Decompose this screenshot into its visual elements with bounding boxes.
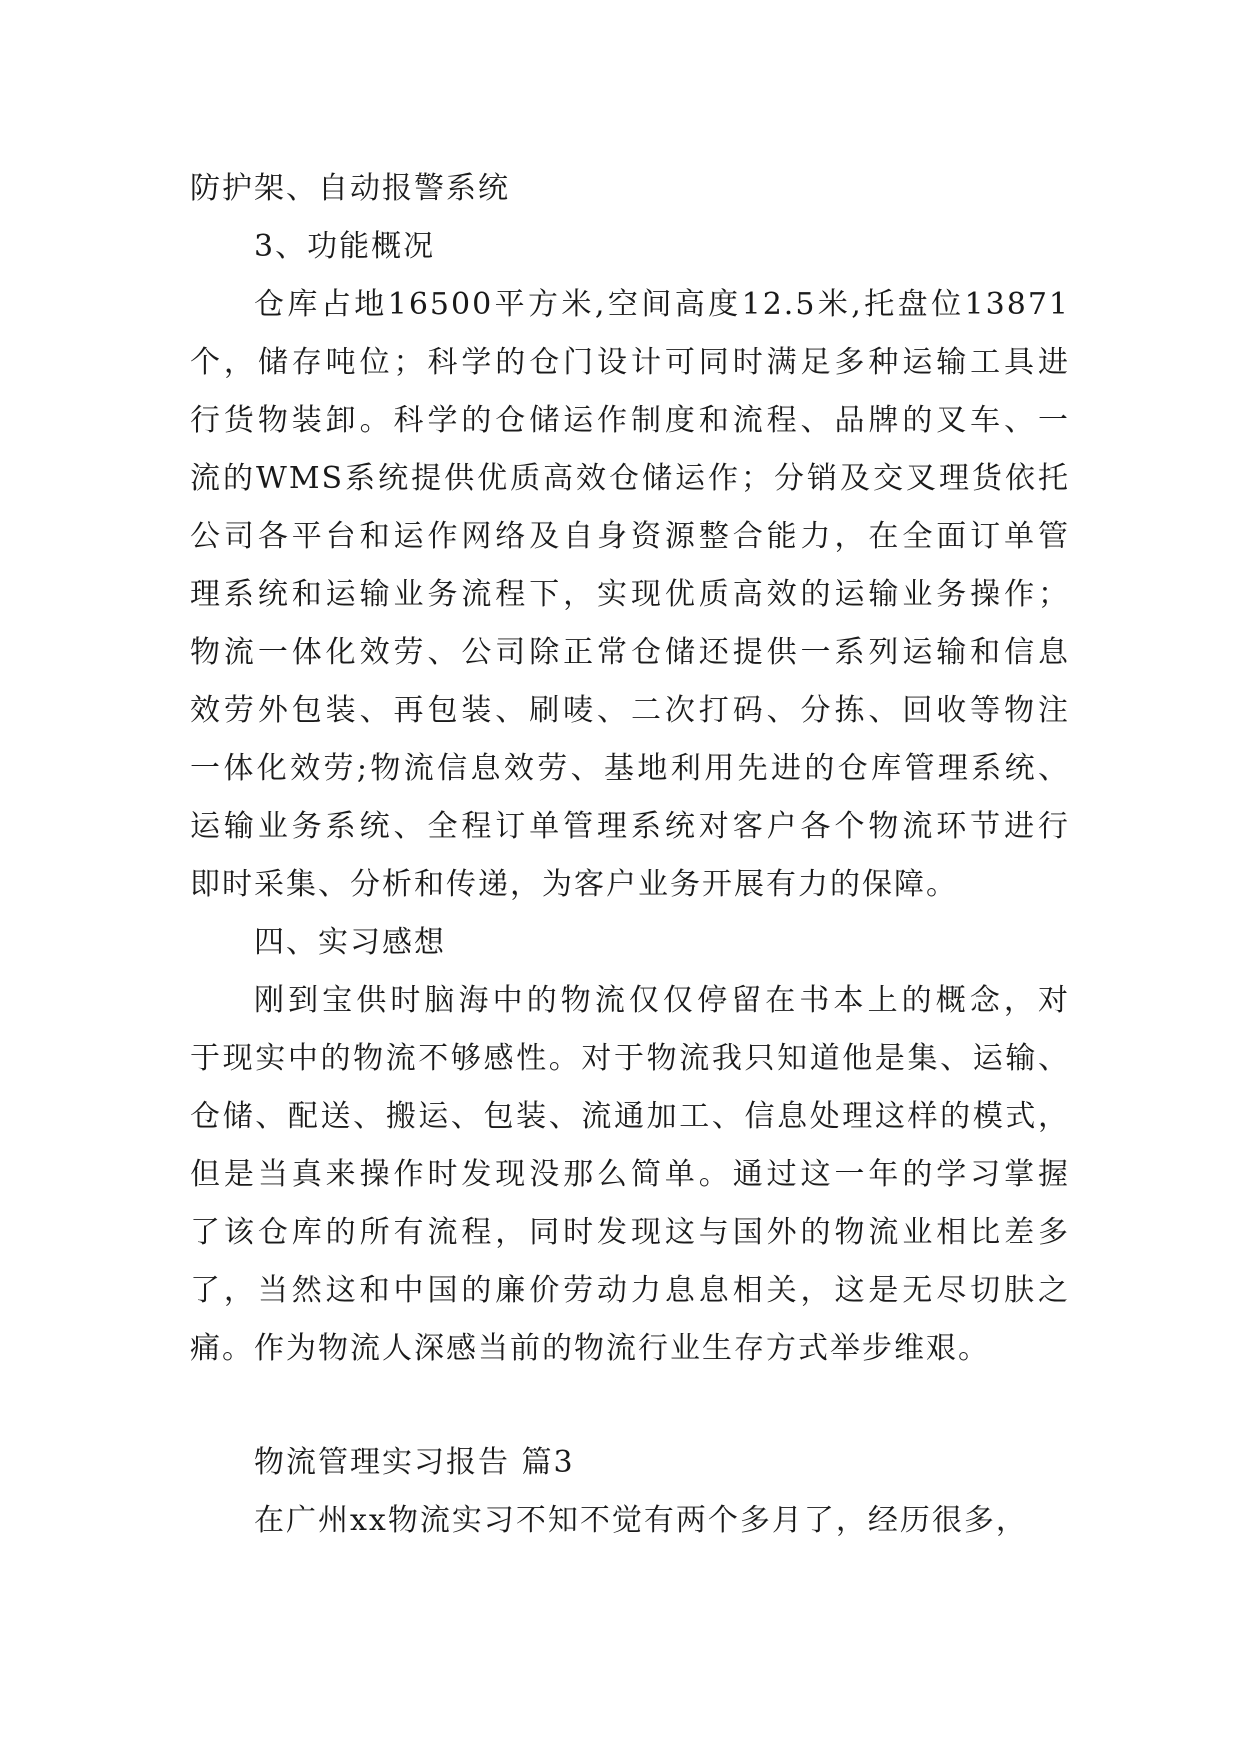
paragraph-line: 痛。作为物流人深感当前的物流行业生存方式举步维艰。 [190, 1331, 990, 1366]
paragraph-line: 刚到宝供时脑海中的物流仅仅停留在书本上的概念，对 [254, 983, 1070, 1018]
section-heading: 3、功能概况 [254, 229, 436, 264]
paragraph-line: 公司各平台和运作网络及自身资源整合能力，在全面订单管 [190, 519, 1070, 554]
paragraph-line: 效劳外包装、再包装、刷唛、二次打码、分拣、回收等物注 [190, 693, 1070, 728]
section-spacer [190, 1378, 1070, 1434]
paragraph-line: 于现实中的物流不够感性。对于物流我只知道他是集、运输、 [190, 1041, 1070, 1076]
paragraph-line: 了，当然这和中国的廉价劳动力息息相关，这是无尽切肤之 [190, 1273, 1070, 1308]
paragraph-line: 物流一体化效劳、公司除正常仓储还提供一系列运输和信息 [190, 635, 1070, 670]
paragraph-line: 理系统和运输业务流程下，实现优质高效的运输业务操作； [190, 577, 1070, 612]
paragraph-line: 仓储、配送、搬运、包装、流通加工、信息处理这样的模式， [190, 1099, 1070, 1134]
paragraph-line: 但是当真来操作时发现没那么简单。通过这一年的学习掌握 [190, 1157, 1070, 1192]
paragraph-line: 即时采集、分析和传递，为客户业务开展有力的保障。 [190, 867, 958, 902]
text-line: 防护架、自动报警系统 [190, 171, 510, 206]
paragraph-line: 了该仓库的所有流程，同时发现这与国外的物流业相比差多 [190, 1215, 1070, 1250]
paragraph-line: 仓库占地16500平方米,空间高度12.5米,托盘位13871 [254, 287, 1070, 322]
paragraph-line: 个，储存吨位；科学的仓门设计可同时满足多种运输工具进 [190, 345, 1070, 380]
paragraph-line: 运输业务系统、全程订单管理系统对客户各个物流环节进行 [190, 809, 1070, 844]
paragraph-line: 行货物装卸。科学的仓储运作制度和流程、品牌的叉车、一 [190, 403, 1070, 438]
paragraph-line: 流的WMS系统提供优质高效仓储运作；分销及交叉理货依托 [190, 461, 1070, 496]
paragraph-line: 在广州xx物流实习不知不觉有两个多月了，经历很多， [254, 1503, 1028, 1538]
section-heading: 四、实习感想 [254, 925, 446, 960]
section-title: 物流管理实习报告 篇3 [254, 1445, 575, 1480]
paragraph-line: 一体化效劳;物流信息效劳、基地利用先进的仓库管理系统、 [190, 751, 1070, 786]
document-body [190, 160, 1070, 1550]
